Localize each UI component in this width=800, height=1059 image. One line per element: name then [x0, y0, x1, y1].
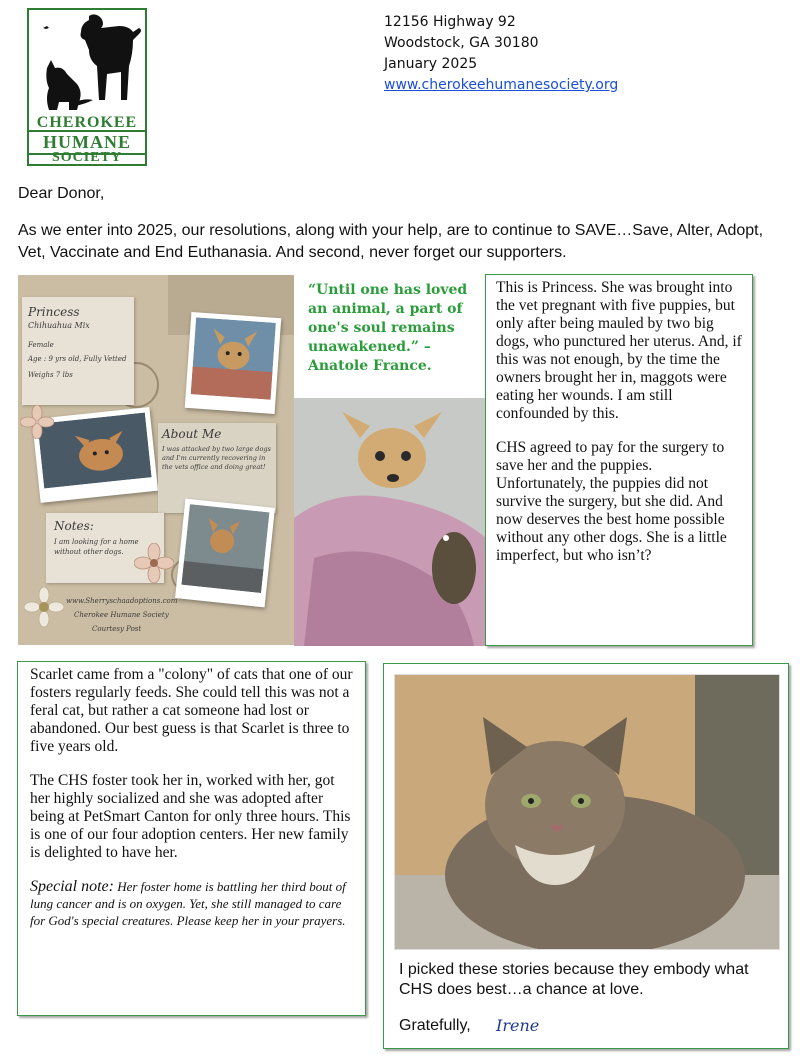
credit-post: Courtesy Post	[92, 625, 142, 633]
special-note-lead: Special note:	[30, 878, 114, 895]
special-note	[30, 878, 353, 929]
notes-title: Notes:	[54, 519, 94, 533]
letter-date: January 2025	[384, 56, 478, 72]
pet-age: Age : 9 yrs old, Fully Vetted	[28, 355, 127, 363]
chihuahua-car-photo-icon	[37, 413, 151, 489]
address-city: Woodstock, GA 30180	[384, 35, 539, 51]
logo-line-3: SOCIETY	[51, 150, 123, 165]
daisy-flower-icon	[24, 587, 64, 627]
humane-society-logo	[27, 8, 147, 166]
salutation: Dear Donor,	[18, 185, 105, 202]
pet-weight: Weighs 7 lbs	[28, 371, 73, 379]
pet-breed: Chihuahua Mix	[28, 321, 90, 330]
chihuahua-in-blanket-icon	[294, 398, 486, 646]
closing-statement: I picked these stories because they embody what CHS does best…a chance at love.	[399, 961, 749, 998]
notes-text: I am looking for a home without other dogs.	[54, 538, 139, 556]
dog-and-cat-silhouette-icon	[29, 10, 145, 114]
scarlet-paragraph-2: The CHS foster took her in, worked with her, got her highly socialized and she was adopted after being at PetSmart Canton for only three hours. This is one of our four adoption centers. Her new family is delighted to have her.	[30, 772, 351, 861]
pet-sex: Female	[28, 341, 54, 349]
chihuahua-outdoor-photo-icon	[181, 504, 269, 593]
address-street: 12156 Highway 92	[384, 14, 516, 30]
pet-name: Princess	[28, 305, 80, 319]
credit-website: www.Sherryschaadoptions.com	[66, 597, 178, 605]
about-title: About Me	[162, 427, 222, 441]
logo-line-1: CHEROKEE	[36, 114, 138, 131]
address-block	[384, 12, 618, 96]
princess-blanket-photo	[294, 398, 486, 646]
about-text: I was attacked by two large dogs and I'm currently recovering in the vets office and doing great!	[162, 445, 271, 471]
signature: Irene	[496, 1016, 540, 1035]
princess-paragraph-2: CHS agreed to pay for the surgery to save her and the puppies. Unfortunately, the puppies did not survive the surgery, but she did. And now deserves the best home possible without any other dogs. She is a little imperfect, but who isn’t?	[496, 439, 727, 564]
princess-polaroid-3	[175, 499, 275, 608]
chihuahua-photo-icon	[191, 317, 276, 399]
anatole-france-quote: “Until one has loved an animal, a part of one's soul remains unawakened.” – Anatole France.	[308, 282, 468, 374]
about-me-card	[158, 423, 276, 513]
intro-paragraph: As we enter into 2025, our resolutions, along with your help, are to continue to SAVE…Save, Alter, Adopt, Vet, Vaccinate and End Euthanasia. And second, never forget our supporters.	[18, 222, 764, 261]
closing-gratefully: Gratefully,	[399, 1017, 471, 1034]
special-note-text: Her foster home is battling her third bout of lung cancer and is on oxygen. Yet, she still managed to care for God's special creatures. Please keep her in your prayers.	[30, 879, 346, 928]
princess-adoption-collage	[18, 275, 294, 645]
tabby-cat-photo-icon	[395, 675, 780, 950]
credit-org: Cherokee Humane Society	[74, 611, 169, 619]
logo-line-2: HUMANE	[29, 130, 145, 155]
scarlet-story-box	[17, 661, 366, 1016]
scarlet-paragraph-1: Scarlet came from a "colony" of cats that one of our fosters regularly feeds. She could tell this was not a feral cat, but rather a cat someone had lost or abandoned. Our best guess is that Scarlet is three to five years old.	[30, 666, 353, 755]
princess-story-box	[485, 274, 753, 646]
website-link[interactable]: www.cherokeehumanesociety.org	[384, 77, 619, 93]
info-card	[22, 297, 134, 405]
princess-polaroid-1	[185, 312, 281, 414]
small-flower-icon	[20, 405, 54, 439]
pink-flower-icon	[134, 543, 174, 583]
princess-paragraph-1: This is Princess. She was brought into the vet pregnant with five puppies, but only after being mauled by two big dogs, who punctured her uterus. And, if this was not enough, by the time the owners brought her in, maggots were eating her wounds. I am still confounded by this.	[496, 279, 742, 422]
scarlet-cat-photo	[394, 674, 780, 950]
